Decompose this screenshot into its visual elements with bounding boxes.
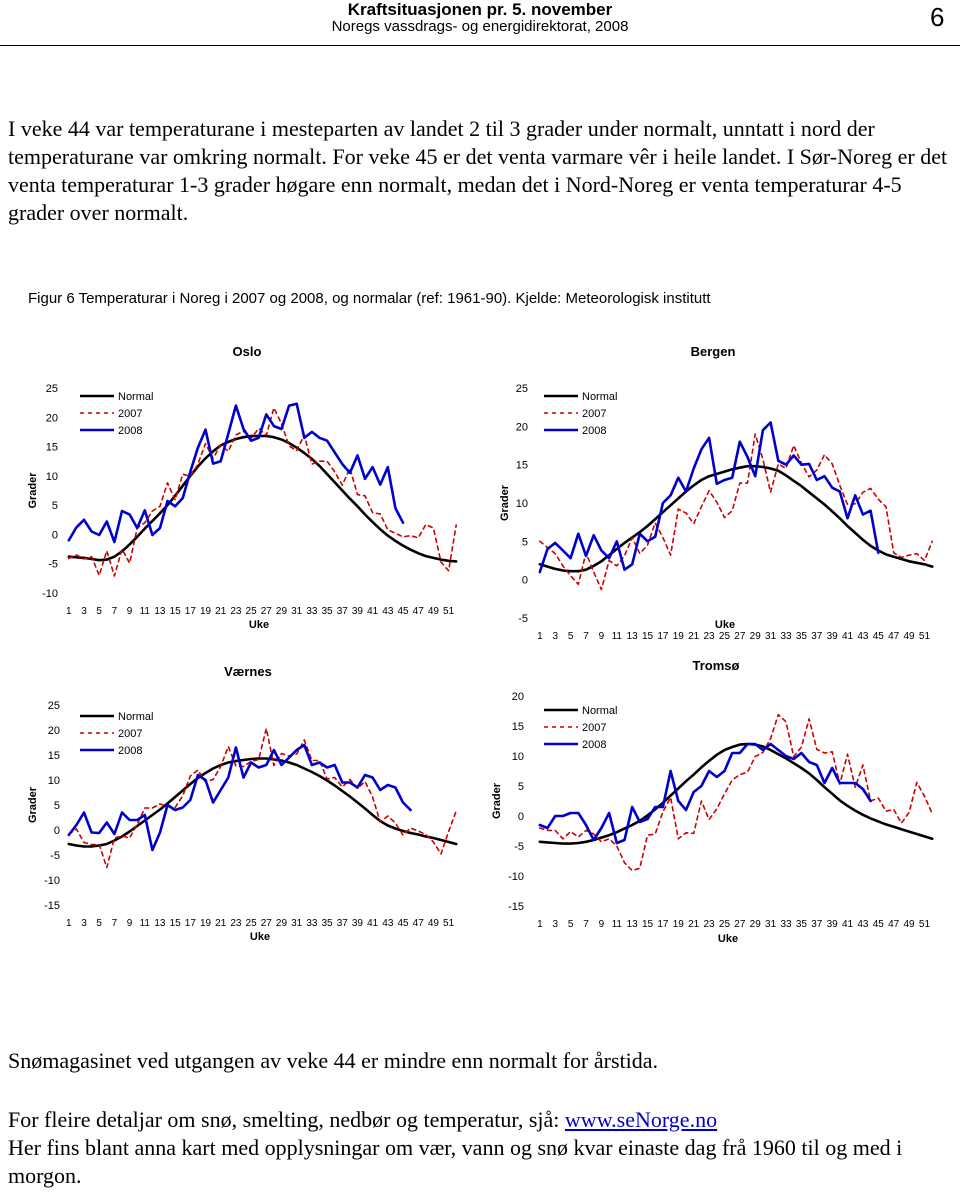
x-tick-label-troms: 45 (872, 919, 884, 930)
chart-title-troms: Tromsø (692, 658, 740, 673)
x-tick-label-troms: 9 (598, 919, 605, 930)
y-axis-label-v-rnes: Grader (27, 786, 39, 824)
y-tick-label-troms: 20 (511, 691, 524, 703)
x-tick-label-bergen: 35 (795, 631, 807, 642)
x-tick-label-troms: 3 (552, 919, 559, 930)
x-tick-label-oslo: 41 (367, 606, 379, 617)
x-tick-label-bergen: 7 (583, 631, 589, 642)
x-tick-label-bergen: 23 (703, 631, 715, 642)
x-tick-label-troms: 7 (583, 919, 589, 930)
y-axis-label-troms: Grader (491, 782, 503, 820)
x-tick-label-troms: 19 (672, 919, 684, 930)
x-tick-label-troms: 5 (567, 919, 574, 930)
y-tick-label-oslo: -10 (42, 588, 58, 600)
document-title: Kraftsituasjonen pr. 5. november (347, 0, 613, 19)
x-tick-label-v-rnes: 33 (306, 918, 318, 929)
y-tick-label-oslo: 25 (45, 383, 58, 395)
x-tick-label-troms: 27 (734, 919, 746, 930)
series-line-oslo-normal (69, 436, 456, 561)
x-tick-label-v-rnes: 49 (427, 918, 439, 929)
x-axis-label-v-rnes: Uke (249, 931, 271, 943)
x-tick-label-oslo: 31 (291, 606, 303, 617)
y-tick-label-v-rnes: 15 (47, 750, 60, 762)
x-tick-label-oslo: 17 (184, 606, 196, 617)
x-tick-label-troms: 47 (888, 919, 900, 930)
x-tick-label-bergen: 43 (857, 631, 869, 642)
x-tick-label-bergen: 13 (626, 631, 638, 642)
y-tick-label-bergen: 15 (515, 459, 528, 472)
x-tick-label-troms: 33 (780, 919, 792, 930)
x-tick-label-v-rnes: 9 (126, 918, 133, 929)
x-tick-label-v-rnes: 45 (397, 918, 409, 929)
more-info-prefix: For fleire detaljar om snø, smelting, nedbør og temperatur, sjå: (8, 1107, 565, 1132)
x-tick-label-v-rnes: 23 (230, 918, 242, 929)
x-tick-label-oslo: 3 (81, 606, 87, 617)
more-info-paragraph (8, 1106, 958, 1134)
x-tick-label-bergen: 27 (734, 631, 746, 642)
x-tick-label-oslo: 45 (397, 606, 409, 617)
x-tick-label-bergen: 33 (780, 631, 792, 642)
y-tick-label-v-rnes: 0 (53, 825, 60, 837)
x-tick-label-oslo: 21 (215, 606, 227, 617)
x-axis-label-oslo: Uke (248, 619, 270, 631)
y-tick-label-bergen: -5 (518, 613, 528, 625)
x-tick-label-oslo: 39 (351, 606, 364, 617)
y-tick-label-bergen: 0 (521, 574, 528, 587)
x-tick-label-oslo: 51 (443, 606, 455, 617)
y-tick-label-troms: 0 (517, 811, 524, 823)
series-line-troms-2007 (540, 715, 932, 871)
x-tick-label-troms: 21 (688, 919, 700, 930)
x-tick-label-oslo: 33 (306, 606, 318, 617)
x-tick-label-oslo: 15 (169, 606, 181, 617)
x-tick-label-bergen: 45 (872, 631, 884, 642)
legend-label-troms-2008: 2008 (582, 739, 607, 751)
y-tick-label-troms: 10 (511, 751, 524, 763)
x-tick-label-bergen: 31 (765, 631, 777, 642)
y-tick-label-v-rnes: -15 (44, 900, 60, 912)
x-tick-label-bergen: 25 (718, 631, 731, 642)
figure-caption: Figur 6 Temperaturar i Noreg i 2007 og 2008, og normalar (ref: 1961-90). Kjelde: Meteorologisk institutt (28, 290, 711, 307)
x-tick-label-bergen: 11 (611, 631, 622, 642)
series-line-v-rnes-2008 (69, 745, 411, 850)
x-tick-label-bergen: 9 (598, 631, 605, 642)
x-tick-label-oslo: 25 (245, 606, 257, 617)
x-tick-label-oslo: 13 (154, 606, 166, 617)
x-tick-label-troms: 13 (626, 919, 638, 930)
x-tick-label-oslo: 49 (427, 606, 439, 617)
legend-label-troms-2007: 2007 (582, 722, 607, 734)
y-tick-label-troms: -5 (514, 841, 524, 853)
senorge-link[interactable]: www.seNorge.no (564, 1107, 718, 1132)
snow-paragraph: Snømagasinet ved utgangen av veke 44 er mindre enn normalt for årstida. (8, 1048, 659, 1073)
figure-charts (0, 330, 960, 960)
x-tick-label-v-rnes: 41 (367, 918, 379, 929)
series-line-troms-normal (540, 744, 932, 844)
x-tick-label-oslo: 9 (126, 606, 133, 617)
legend-label-troms-normal: Normal (582, 705, 618, 717)
x-tick-label-bergen: 51 (918, 631, 931, 642)
x-tick-label-troms: 15 (641, 919, 654, 930)
x-tick-label-troms: 37 (811, 919, 823, 930)
x-tick-label-bergen: 3 (552, 631, 559, 642)
x-tick-label-oslo: 5 (96, 606, 102, 617)
x-tick-label-troms: 41 (841, 919, 854, 930)
y-tick-label-troms: 5 (517, 781, 524, 793)
x-tick-label-oslo: 1 (66, 606, 72, 617)
x-tick-label-bergen: 47 (888, 631, 900, 642)
x-tick-label-v-rnes: 17 (184, 918, 196, 929)
x-tick-label-bergen: 37 (811, 631, 823, 642)
y-axis-label-oslo: Grader (27, 472, 39, 509)
x-tick-label-v-rnes: 3 (81, 918, 87, 929)
chart-title-oslo: Oslo (232, 344, 262, 359)
x-tick-label-v-rnes: 25 (245, 918, 257, 929)
x-tick-label-troms: 23 (703, 919, 715, 930)
y-tick-label-v-rnes: 10 (47, 775, 60, 787)
x-tick-label-bergen: 15 (641, 631, 654, 642)
x-axis-label-troms: Uke (717, 933, 739, 945)
x-tick-label-oslo: 23 (230, 606, 242, 617)
x-tick-label-v-rnes: 29 (275, 918, 288, 929)
y-tick-label-oslo: -5 (48, 558, 58, 571)
x-tick-label-troms: 43 (857, 919, 869, 930)
x-tick-label-oslo: 43 (382, 606, 394, 617)
x-tick-label-oslo: 37 (336, 606, 348, 617)
x-tick-label-troms: 17 (657, 919, 669, 930)
y-tick-label-troms: 15 (511, 721, 524, 733)
legend-label-bergen-2007: 2007 (582, 408, 607, 420)
x-tick-label-bergen: 19 (672, 631, 684, 642)
x-tick-label-bergen: 39 (826, 631, 838, 642)
x-tick-label-oslo: 11 (139, 606, 150, 617)
x-tick-label-v-rnes: 13 (154, 918, 166, 929)
x-tick-label-v-rnes: 5 (96, 918, 102, 929)
y-tick-label-bergen: 20 (515, 421, 528, 434)
x-tick-label-v-rnes: 43 (382, 918, 394, 929)
x-tick-label-troms: 11 (611, 919, 622, 930)
chart-title-bergen: Bergen (690, 344, 736, 359)
y-tick-label-oslo: 0 (51, 529, 58, 542)
intro-paragraph: I veke 44 var temperaturane i mesteparten av landet 2 til 3 grader under normalt, unntatt i nord der temperaturane var omkring normalt. For veke 45 er det venta varmare vêr i heile landet. I Sør-Noreg er det venta temperaturar 1-3 grader høgare enn normalt, medan det i Nord-Noreg er venta temperaturar 4-5 grader over normalt. (8, 116, 948, 225)
x-tick-label-troms: 35 (795, 919, 807, 930)
x-tick-label-v-rnes: 21 (215, 918, 227, 929)
legend-label-oslo-2008: 2008 (118, 425, 143, 437)
y-tick-label-v-rnes: 20 (47, 725, 60, 737)
x-tick-label-troms: 49 (903, 919, 915, 930)
x-tick-label-bergen: 5 (567, 631, 574, 642)
x-tick-label-bergen: 41 (841, 631, 854, 642)
x-tick-label-troms: 1 (537, 919, 543, 930)
y-tick-label-v-rnes: -10 (44, 875, 60, 887)
x-tick-label-oslo: 35 (321, 606, 333, 617)
series-line-troms-2008 (540, 744, 871, 843)
y-tick-label-oslo: 20 (45, 412, 58, 425)
map-paragraph: Her fins blant anna kart med opplysningar om vær, vann og snø kvar einaste dag frå 1960 til og med i morgon. (8, 1135, 903, 1188)
legend-label-bergen-2008: 2008 (582, 425, 607, 437)
legend-label-bergen-normal: Normal (582, 391, 618, 403)
x-tick-label-troms: 25 (718, 919, 731, 930)
x-tick-label-v-rnes: 37 (336, 918, 348, 929)
x-tick-label-troms: 51 (918, 919, 931, 930)
x-tick-label-bergen: 1 (537, 631, 543, 642)
header-rule (0, 45, 960, 46)
x-tick-label-bergen: 17 (657, 631, 669, 642)
x-tick-label-v-rnes: 15 (169, 918, 181, 929)
y-tick-label-troms: -10 (508, 871, 524, 883)
y-axis-label-bergen: Grader (499, 484, 511, 522)
x-tick-label-bergen: 49 (903, 631, 915, 642)
legend-label-v-rnes-2008: 2008 (118, 745, 143, 757)
x-tick-label-v-rnes: 31 (291, 918, 303, 929)
legend-label-oslo-2007: 2007 (118, 408, 143, 420)
document-subtitle: Noregs vassdrags- og energidirektorat, 2008 (331, 18, 629, 35)
x-tick-label-oslo: 7 (111, 606, 118, 617)
x-tick-label-oslo: 29 (275, 606, 288, 617)
x-tick-label-v-rnes: 1 (66, 918, 72, 929)
series-line-v-rnes-normal (69, 759, 456, 847)
x-axis-label-bergen: Uke (714, 619, 736, 631)
legend-label-v-rnes-2007: 2007 (118, 728, 143, 740)
x-tick-label-v-rnes: 39 (351, 918, 364, 929)
y-tick-label-oslo: 15 (45, 441, 58, 454)
x-tick-label-bergen: 29 (749, 631, 761, 642)
y-tick-label-troms: -15 (508, 901, 524, 913)
x-tick-label-v-rnes: 27 (260, 918, 272, 929)
y-tick-label-v-rnes: 5 (53, 800, 60, 812)
chart-title-v-rnes: Værnes (224, 664, 272, 679)
page-number: 6 (930, 2, 945, 32)
x-tick-label-v-rnes: 35 (321, 918, 333, 929)
legend-label-v-rnes-normal: Normal (118, 711, 154, 723)
x-tick-label-bergen: 21 (688, 631, 700, 642)
legend-label-oslo-normal: Normal (118, 391, 154, 403)
y-tick-label-bergen: 10 (515, 498, 528, 510)
x-tick-label-troms: 39 (826, 919, 838, 930)
x-tick-label-v-rnes: 7 (111, 918, 118, 929)
x-tick-label-oslo: 47 (412, 606, 424, 617)
y-tick-label-v-rnes: -5 (50, 850, 60, 862)
y-tick-label-bergen: 5 (521, 536, 528, 549)
x-tick-label-v-rnes: 19 (199, 918, 212, 929)
y-tick-label-bergen: 25 (515, 383, 528, 395)
y-tick-label-oslo: 5 (51, 500, 58, 513)
x-tick-label-troms: 29 (749, 919, 761, 930)
series-line-bergen-2008 (540, 423, 879, 573)
x-tick-label-troms: 31 (765, 919, 777, 930)
x-tick-label-oslo: 19 (199, 606, 212, 617)
y-tick-label-oslo: 10 (45, 470, 58, 483)
x-tick-label-v-rnes: 51 (443, 918, 455, 929)
x-tick-label-v-rnes: 11 (139, 918, 150, 929)
x-tick-label-v-rnes: 47 (412, 918, 424, 929)
y-tick-label-v-rnes: 25 (47, 700, 60, 712)
x-tick-label-oslo: 27 (260, 606, 272, 617)
